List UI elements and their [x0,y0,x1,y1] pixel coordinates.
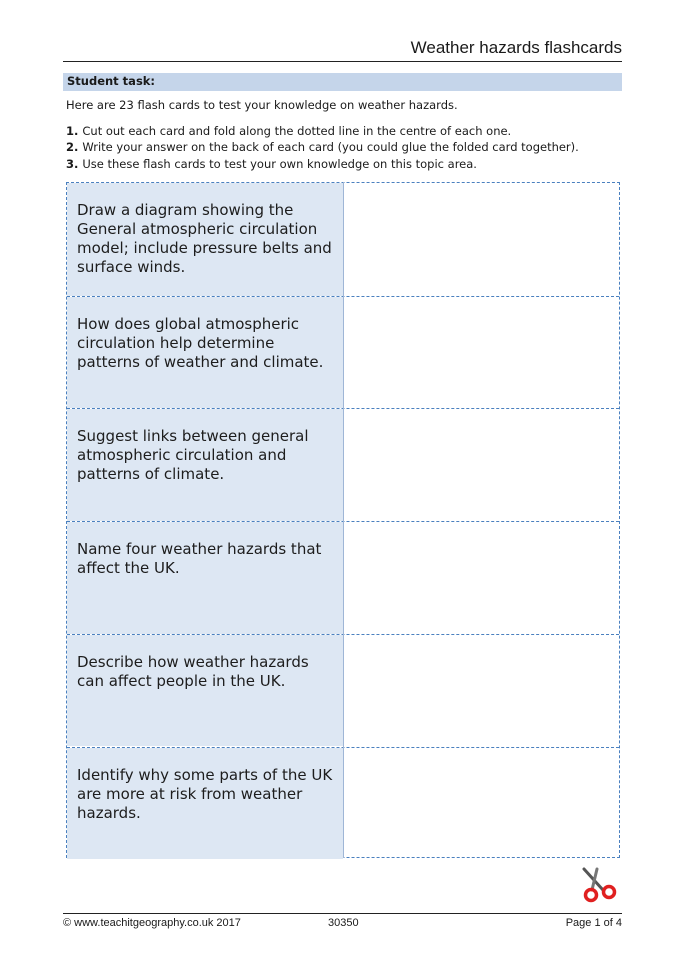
step-text: Write your answer on the back of each card (you could glue the folded card together). [82,140,579,155]
step-text: Use these flash cards to test your own knowledge on this topic area. [82,156,477,171]
step-text: Cut out each card and fold along the dotted line in the centre of each one. [82,124,512,138]
step-number: 3. [66,156,79,171]
header-divider [63,61,622,62]
flashcard-front [67,748,343,860]
flashcard-front [67,297,343,409]
footer-page-number: Page 1 of 4 [565,917,622,929]
task-intro: Here are 23 flash cards to test your knowledge on weather hazards. [66,98,458,112]
flashcard-question: Describe how weather hazards can affect people in the UK. [77,652,309,690]
step-number: 1. [66,124,79,138]
footer-code: 30350 [328,917,359,929]
task-label: Student task: [67,74,156,88]
footer-copyright: © www.teachitgeography.co.uk 2017 [63,917,241,929]
task-bar [63,73,622,91]
task-step [66,139,579,155]
flashcard-question: Suggest links between general atmospheric circulation and patterns of climate. [77,427,309,484]
flashcard-question: Draw a diagram showing the General atmospheric circulation model; include pressure belts and surface winds. [77,201,332,276]
flashcard-question: Name four weather hazards that affect the UK. [77,540,322,578]
task-steps [66,123,579,172]
task-step [66,123,579,139]
scissors-icon [578,866,622,904]
flashcard-question: How does global atmospheric circulation help determine patterns of weather and climate. [77,314,324,371]
fold-line [343,182,344,858]
flashcard-front [67,409,343,521]
step-number: 2. [66,140,79,155]
flashcard-front [67,522,343,634]
flashcard-front [67,183,343,296]
task-step [66,156,579,172]
document-title: Weather hazards flashcards [410,38,622,57]
flashcard-front [67,635,343,747]
flashcard-question: Identify why some parts of the UK are more at risk from weather hazards. [77,765,333,822]
footer-divider [63,913,622,914]
